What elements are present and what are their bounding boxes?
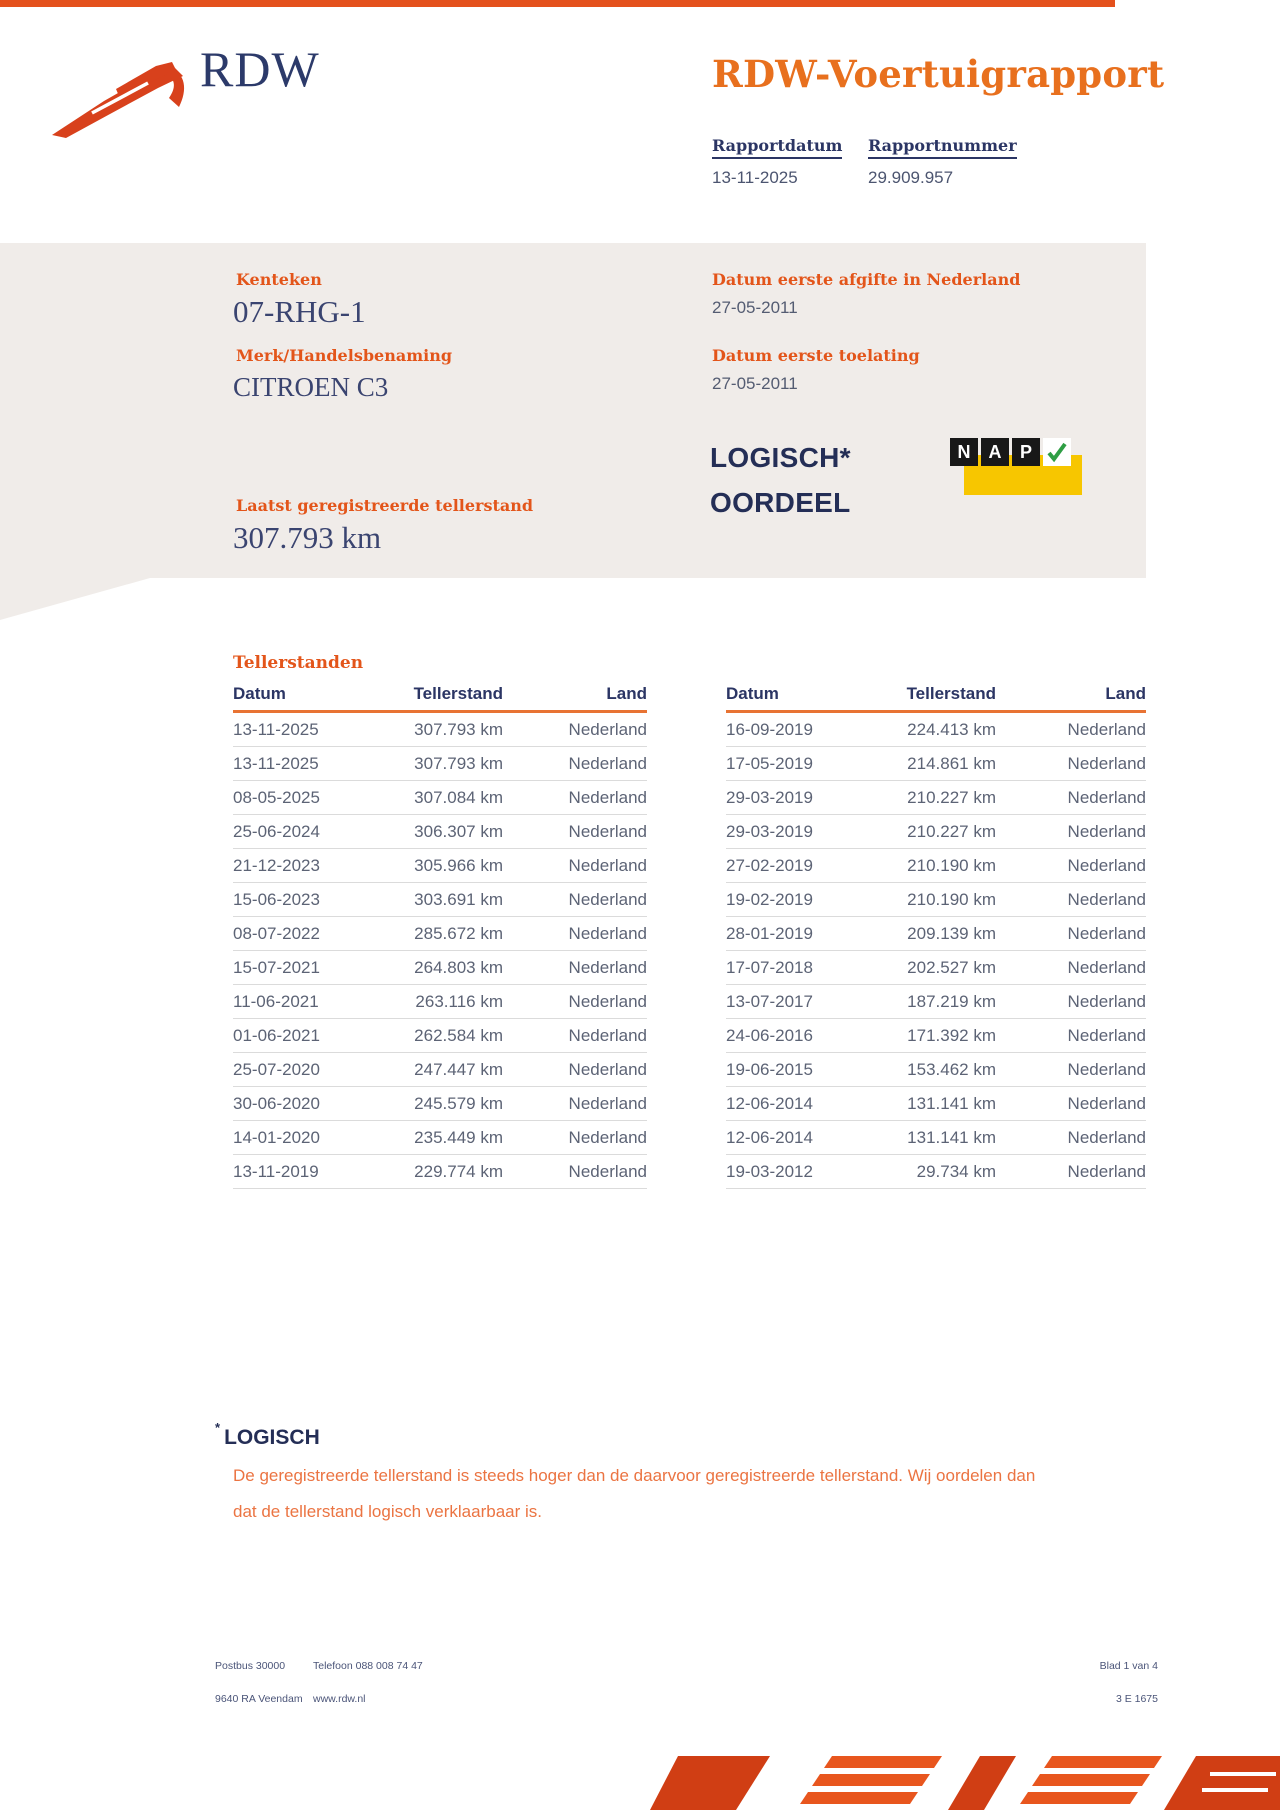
footer-city: 9640 RA Veendam bbox=[215, 1693, 303, 1705]
nap-check-icon bbox=[1043, 438, 1071, 466]
tellerstanden-table-left bbox=[233, 684, 647, 1189]
cell-datum: 17-05-2019 bbox=[726, 753, 813, 773]
footer-website: www.rdw.nl bbox=[313, 1693, 366, 1705]
column-header-datum: Datum bbox=[233, 684, 286, 703]
cell-land: Nederland bbox=[568, 1127, 647, 1147]
cell-tellerstand: 262.584 km bbox=[414, 1025, 503, 1045]
cell-land: Nederland bbox=[1067, 1025, 1146, 1045]
rdw-feather-logo-icon bbox=[52, 55, 194, 141]
cell-land: Nederland bbox=[1067, 923, 1146, 943]
table-row bbox=[726, 1053, 1146, 1087]
table-row bbox=[726, 883, 1146, 917]
cell-land: Nederland bbox=[1067, 787, 1146, 807]
cell-land: Nederland bbox=[1067, 719, 1146, 739]
cell-land: Nederland bbox=[568, 889, 647, 909]
cell-land: Nederland bbox=[568, 787, 647, 807]
kenteken-value: 07-RHG-1 bbox=[233, 294, 366, 329]
table-row bbox=[726, 1019, 1146, 1053]
cell-land: Nederland bbox=[568, 1093, 647, 1113]
cell-land: Nederland bbox=[1067, 1093, 1146, 1113]
cell-datum: 29-03-2019 bbox=[726, 787, 813, 807]
cell-datum: 01-06-2021 bbox=[233, 1025, 320, 1045]
cell-tellerstand: 305.966 km bbox=[414, 855, 503, 875]
cell-land: Nederland bbox=[1067, 991, 1146, 1011]
table-row bbox=[726, 1121, 1146, 1155]
cell-tellerstand: 171.392 km bbox=[907, 1025, 996, 1045]
cell-land: Nederland bbox=[1067, 1127, 1146, 1147]
cell-tellerstand: 210.227 km bbox=[907, 821, 996, 841]
report-number-value: 29.909.957 bbox=[868, 168, 954, 187]
cell-land: Nederland bbox=[568, 957, 647, 977]
logisch-explanation-word: LOGISCH bbox=[224, 1426, 320, 1449]
cell-land: Nederland bbox=[568, 753, 647, 773]
logisch-explanation-title bbox=[215, 1420, 320, 1450]
cell-tellerstand: 264.803 km bbox=[414, 957, 503, 977]
table-row bbox=[233, 1121, 647, 1155]
cell-datum: 13-11-2019 bbox=[233, 1161, 319, 1181]
report-date-value: 13-11-2025 bbox=[712, 168, 798, 187]
nap-letter-n: N bbox=[950, 438, 978, 466]
cell-tellerstand: 306.307 km bbox=[414, 821, 503, 841]
table-row bbox=[726, 1087, 1146, 1121]
cell-datum: 21-12-2023 bbox=[233, 855, 320, 875]
table-row bbox=[233, 815, 647, 849]
cell-datum: 12-06-2014 bbox=[726, 1093, 813, 1113]
table-row bbox=[726, 781, 1146, 815]
cell-tellerstand: 263.116 km bbox=[415, 991, 503, 1011]
cell-datum: 16-09-2019 bbox=[726, 719, 813, 739]
cell-tellerstand: 303.691 km bbox=[414, 889, 503, 909]
footer-contact bbox=[313, 1650, 423, 1716]
toelating-label: Datum eerste toelating bbox=[712, 346, 920, 365]
cell-tellerstand: 29.734 km bbox=[916, 1161, 996, 1181]
cell-datum: 30-06-2020 bbox=[233, 1093, 320, 1113]
cell-land: Nederland bbox=[1067, 1059, 1146, 1079]
cell-tellerstand: 247.447 km bbox=[414, 1059, 503, 1079]
cell-land: Nederland bbox=[1067, 821, 1146, 841]
cell-land: Nederland bbox=[568, 855, 647, 875]
table-row bbox=[233, 781, 647, 815]
afgifte-value: 27-05-2011 bbox=[712, 298, 798, 317]
kenteken-label: Kenteken bbox=[236, 270, 322, 289]
nap-letter-squares bbox=[950, 438, 1071, 466]
cell-tellerstand: 307.793 km bbox=[414, 719, 503, 739]
cell-land: Nederland bbox=[568, 719, 647, 739]
cell-land: Nederland bbox=[568, 1059, 647, 1079]
cell-tellerstand: 224.413 km bbox=[907, 719, 996, 739]
footer-page-info bbox=[958, 1650, 1158, 1716]
table-row bbox=[233, 1087, 647, 1121]
table-row bbox=[233, 883, 647, 917]
footer-page-indicator: Blad 1 van 4 bbox=[1099, 1660, 1158, 1672]
cell-tellerstand: 285.672 km bbox=[414, 923, 503, 943]
cell-tellerstand: 307.084 km bbox=[414, 787, 503, 807]
table-header-row bbox=[233, 684, 647, 713]
tellerstand-label: Laatst geregistreerde tellerstand bbox=[236, 496, 534, 515]
asterisk-marker: * bbox=[215, 1420, 221, 1435]
cell-datum: 15-07-2021 bbox=[233, 957, 320, 977]
table-row bbox=[726, 951, 1146, 985]
tellerstanden-section-title: Tellerstanden bbox=[233, 653, 364, 673]
top-accent-line bbox=[0, 0, 1115, 7]
tellerstand-value: 307.793 km bbox=[233, 520, 382, 555]
column-header-tellerstand: Tellerstand bbox=[413, 684, 503, 703]
table-row bbox=[726, 985, 1146, 1019]
cell-datum: 19-06-2015 bbox=[726, 1059, 813, 1079]
cell-land: Nederland bbox=[1067, 753, 1146, 773]
merk-value: CITROEN C3 bbox=[233, 372, 389, 402]
report-title: RDW-Voertuigrapport bbox=[712, 52, 1165, 96]
cell-land: Nederland bbox=[568, 991, 647, 1011]
rdw-logo-text: RDW bbox=[200, 41, 320, 97]
cell-datum: 13-11-2025 bbox=[233, 753, 319, 773]
cell-tellerstand: 210.190 km bbox=[907, 889, 996, 909]
cell-tellerstand: 131.141 km bbox=[907, 1127, 996, 1147]
footer-phone: Telefoon 088 008 74 47 bbox=[313, 1660, 423, 1672]
cell-tellerstand: 131.141 km bbox=[907, 1093, 996, 1113]
cell-tellerstand: 245.579 km bbox=[414, 1093, 503, 1113]
cell-datum: 19-03-2012 bbox=[726, 1161, 813, 1181]
cell-land: Nederland bbox=[1067, 889, 1146, 909]
nap-letter-a: A bbox=[981, 438, 1009, 466]
table-row bbox=[233, 1053, 647, 1087]
table-body bbox=[233, 713, 647, 1189]
cell-tellerstand: 210.227 km bbox=[907, 787, 996, 807]
table-row bbox=[726, 713, 1146, 747]
cell-tellerstand: 235.449 km bbox=[414, 1127, 503, 1147]
table-header-row bbox=[726, 684, 1146, 713]
table-row bbox=[233, 917, 647, 951]
table-row bbox=[726, 849, 1146, 883]
vehicle-info-panel bbox=[0, 243, 1146, 622]
cell-land: Nederland bbox=[568, 923, 647, 943]
table-row bbox=[726, 917, 1146, 951]
cell-datum: 27-02-2019 bbox=[726, 855, 813, 875]
report-date-label: Rapportdatum bbox=[712, 136, 842, 159]
cell-datum: 29-03-2019 bbox=[726, 821, 813, 841]
table-row bbox=[726, 815, 1146, 849]
oordeel-verdict: LOGISCH* bbox=[710, 442, 851, 473]
column-header-tellerstand: Tellerstand bbox=[906, 684, 996, 703]
cell-datum: 19-02-2019 bbox=[726, 889, 813, 909]
cell-datum: 15-06-2023 bbox=[233, 889, 320, 909]
cell-datum: 13-11-2025 bbox=[233, 719, 319, 739]
cell-tellerstand: 187.219 km bbox=[907, 991, 996, 1011]
cell-datum: 14-01-2020 bbox=[233, 1127, 320, 1147]
cell-land: Nederland bbox=[568, 1025, 647, 1045]
tellerstanden-table-right bbox=[726, 684, 1146, 1189]
cell-land: Nederland bbox=[1067, 1161, 1146, 1181]
column-header-land: Land bbox=[1105, 684, 1146, 703]
toelating-value: 27-05-2011 bbox=[712, 374, 798, 393]
table-row bbox=[233, 951, 647, 985]
cell-datum: 25-07-2020 bbox=[233, 1059, 320, 1079]
cell-tellerstand: 153.462 km bbox=[907, 1059, 996, 1079]
cell-datum: 12-06-2014 bbox=[726, 1127, 813, 1147]
oordeel-word: OORDEEL bbox=[710, 487, 851, 518]
nap-logo bbox=[950, 438, 1084, 500]
rdw-stripes-graphic-icon bbox=[650, 1752, 1280, 1810]
merk-label: Merk/Handelsbenaming bbox=[236, 346, 453, 365]
report-date-block bbox=[712, 136, 842, 188]
cell-tellerstand: 307.793 km bbox=[414, 753, 503, 773]
footer-form-code: 3 E 1675 bbox=[1115, 1693, 1158, 1705]
nap-letter-p: P bbox=[1012, 438, 1040, 466]
table-row bbox=[233, 1155, 647, 1189]
table-row bbox=[233, 1019, 647, 1053]
afgifte-label: Datum eerste afgifte in Nederland bbox=[712, 270, 1021, 289]
cell-tellerstand: 210.190 km bbox=[907, 855, 996, 875]
table-row bbox=[233, 747, 647, 781]
cell-datum: 08-07-2022 bbox=[233, 923, 320, 943]
cell-datum: 11-06-2021 bbox=[233, 991, 319, 1011]
table-row bbox=[233, 713, 647, 747]
logisch-explanation-text: De geregistreerde tellerstand is steeds hoger dan de daarvoor geregistreerde tellerstand. Wij oordelen dan dat de tellerstand logisch verklaarbaar is. bbox=[233, 1466, 1036, 1521]
cell-tellerstand: 209.139 km bbox=[907, 923, 996, 943]
table-body bbox=[726, 713, 1146, 1189]
footer-postbus: Postbus 30000 bbox=[215, 1660, 286, 1672]
report-number-label: Rapportnummer bbox=[868, 136, 1017, 159]
cell-land: Nederland bbox=[1067, 957, 1146, 977]
cell-tellerstand: 214.861 km bbox=[907, 753, 996, 773]
table-row bbox=[726, 1155, 1146, 1189]
cell-datum: 13-07-2017 bbox=[726, 991, 813, 1011]
cell-land: Nederland bbox=[568, 1161, 647, 1181]
cell-tellerstand: 202.527 km bbox=[907, 957, 996, 977]
cell-land: Nederland bbox=[568, 821, 647, 841]
cell-tellerstand: 229.774 km bbox=[414, 1161, 503, 1181]
column-header-land: Land bbox=[606, 684, 647, 703]
cell-datum: 17-07-2018 bbox=[726, 957, 813, 977]
report-number-block bbox=[868, 136, 1017, 188]
footer-address bbox=[215, 1650, 303, 1716]
table-row bbox=[233, 849, 647, 883]
table-row bbox=[233, 985, 647, 1019]
cell-datum: 25-06-2024 bbox=[233, 821, 320, 841]
column-header-datum: Datum bbox=[726, 684, 779, 703]
table-row bbox=[726, 747, 1146, 781]
cell-datum: 08-05-2025 bbox=[233, 787, 320, 807]
cell-land: Nederland bbox=[1067, 855, 1146, 875]
cell-datum: 24-06-2016 bbox=[726, 1025, 813, 1045]
cell-datum: 28-01-2019 bbox=[726, 923, 813, 943]
